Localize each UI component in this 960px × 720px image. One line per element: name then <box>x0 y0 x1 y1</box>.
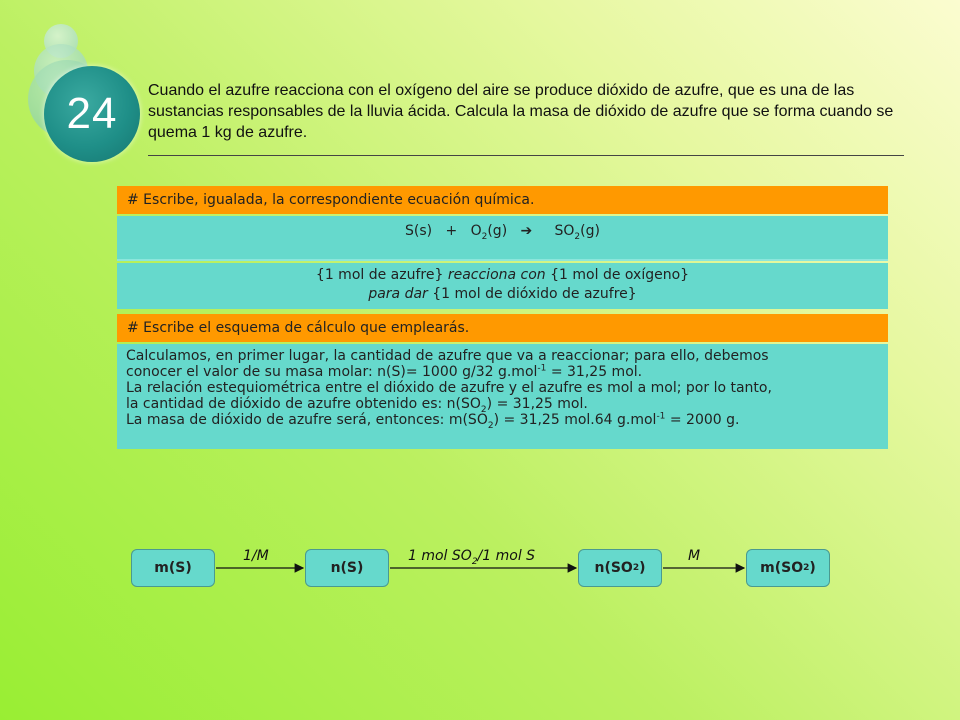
ratio-line-2: para dar {1 mol de dióxido de azufre} <box>368 286 637 302</box>
calc-line-3: La relación estequiométrica entre el dióxido de azufre y el azufre es mol a mol; por lo tanto, <box>126 380 772 396</box>
scheme-label-molar-mass: M <box>688 548 701 564</box>
arrow-right-icon: ➔ <box>520 223 533 239</box>
eq-plus: + <box>445 223 458 239</box>
step2-header: # Escribe el esquema de cálculo que emplearás. <box>117 314 888 342</box>
question-text: Cuando el azufre reacciona con el oxígeno del aire se produce dióxido de azufre, que es una de las sustancias responsables de la lluvia ácida. Calcula la masa de dióxido de azufre que se forma cuando se quema 1 kg de azufre. <box>148 82 894 141</box>
eq-reactant-oxygen: $O_2(g)$ <box>470 223 508 242</box>
problem-number: 24 <box>66 89 118 138</box>
calc-line-1: Calculamos, en primer lugar, la cantidad de azufre que va a reaccionar; para ello, debemos <box>126 348 769 364</box>
scheme-node-moles-so2: n(SO 2 ) <box>578 549 662 587</box>
calc-line-5: La masa de dióxido de azufre será, entonces: $m(SO_2) = 31,25$ mol.64 g.mol$^{-1}$ = 2000 g. <box>126 411 740 431</box>
scheme-label-mole-ratio: 1 mol $SO_2/1$ mol S <box>408 548 536 567</box>
eq-reactant-sulfur: S(s) <box>405 223 433 239</box>
calc-line-4: la cantidad de dióxido de azufre obtenido es: $n(SO_2) = 31,25$ mol. <box>126 396 588 415</box>
scheme-node-mass-so2: m(SO 2 ) <box>746 549 830 587</box>
ratio-line-1: {1 mol de azufre} reacciona con {1 mol de oxígeno} <box>315 267 690 283</box>
scheme-node-mass-s: m(S) <box>131 549 215 587</box>
scheme-node-moles-s: n(S) <box>305 549 389 587</box>
scheme-label-inverse-molar-mass: 1/M <box>243 548 269 564</box>
step1-header: # Escribe, igualada, la correspondiente ecuación química. <box>117 186 888 214</box>
eq-product: $SO_2(g)$ <box>554 223 600 242</box>
calc-line-2: conocer el valor de su masa molar: n(S)= 1000 g/32 g.mol$^{-1}$ = 31,25 mol. <box>126 363 643 380</box>
